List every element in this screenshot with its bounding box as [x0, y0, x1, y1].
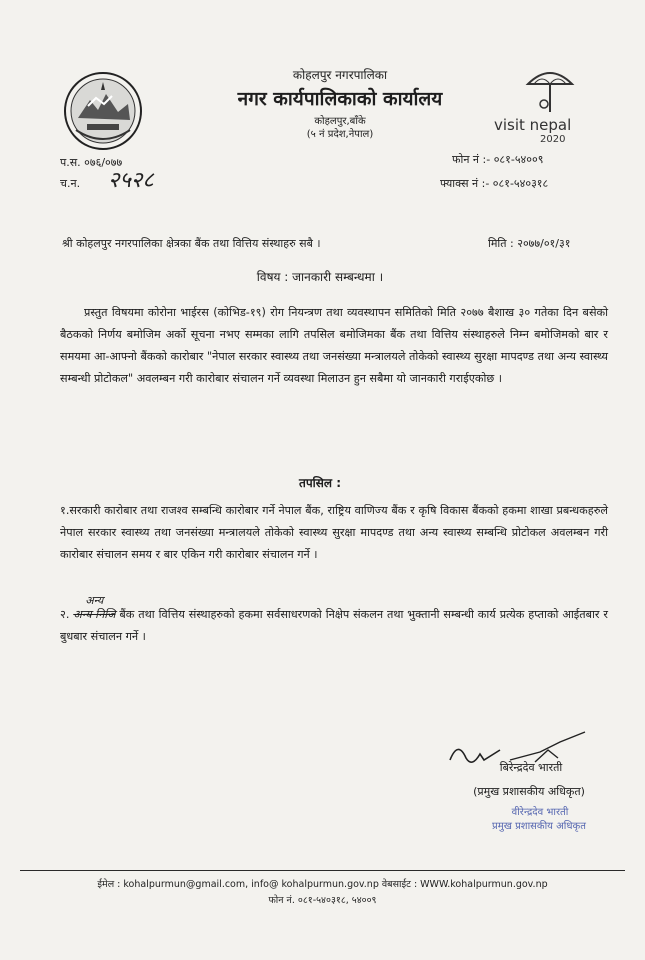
stamp-title: प्रमुख प्रशासकीय अधिकृत [492, 821, 586, 832]
fax-number: फ्याक्स नं :- ०८१-५४०३१८ [440, 177, 549, 190]
annex-item-2 [60, 594, 608, 648]
letter-date: मिति : २०७७/०१/३१ [488, 237, 571, 250]
footer-contacts: ईमेल : kohalpurmun@gmail.com, info@ kohalpurmun.gov.np वेबसाईट : WWW.kohalpurmun.gov.np [97, 879, 548, 890]
annex-item-2-inserted-text: अन्य [85, 594, 104, 607]
signatory-name: बिरेन्द्रदेव भारती [499, 761, 563, 774]
nepal-emblem-logo [62, 70, 144, 152]
office-province: (५ नं प्रदेश,नेपाल) [306, 129, 374, 140]
visit-nepal-year: 2020 [540, 134, 566, 145]
phone-number: फोन नं :- ०८१-५४००९ [452, 153, 544, 166]
office-name: नगर कार्यपालिकाको कार्यालय [237, 88, 443, 110]
reference-number: प.स. ०७६/०७७ [60, 156, 123, 169]
recipient-line: श्री कोहलपुर नगरपालिका क्षेत्रका बैंक तथा वित्तिय संस्थाहरु सबै । [62, 237, 321, 250]
visit-nepal-logo: visit nepal [494, 116, 572, 134]
subject-line: विषय : जानकारी सम्बन्धमा । [256, 270, 384, 284]
dispatch-number-handwritten: २५२८ [108, 168, 154, 193]
annex-title: तपसिल : [299, 476, 341, 490]
dispatch-label: च.न. [60, 177, 81, 190]
footer-phone: फोन नं. ०८१-५४०३१८, ५४००९ [268, 895, 377, 906]
umbrella-icon [520, 60, 580, 120]
stamp-name: वीरेन्द्रदेव भारती [511, 807, 569, 818]
annex-item-1: १.सरकारी कारोबार तथा राजश्व सम्बन्धि कारोबार गर्ने नेपाल बैंक, राष्ट्रिय वाणिज्य बैंक र कृषि विकास बैंकको हकमा शाखा प्रबन्धकहरुले नेपाल सरकार स्वास्थ्य तथा जनसंख्या मन्त्रालयले तोकेको स्वास्थ्य सुरक्षा मापदण्ड तथा अन्य स्वास्थ्य सम्बन्धि प्रोटोकल अवलम्बन गरी कारोबार संचालन समय र बार एकिन गरी कारोबार संचालन गर्ने । [60, 504, 608, 561]
office-place: कोहलपुर,बाँके [314, 116, 366, 127]
signatory-title: (प्रमुख प्रशासकीय अधिकृत) [473, 785, 585, 798]
annex-item-2-number: २. [60, 608, 70, 621]
annex-item-2-text: बैंक तथा वित्तिय संस्थाहरुको हकमा सर्वसाधरणको निक्षेप संकलन तथा भुक्तानी सम्बन्धी कार्य प्रत्येक हप्ताको आईतबार र बुधबार संचालन गर्ने । [60, 608, 608, 643]
annex-item-2-struck-text: अन्य निजि [73, 608, 116, 621]
main-paragraph: प्रस्तुत विषयमा कोरोना भाईरस (कोभिड-१९) रोग नियन्त्रण तथा व्यवस्थापन समितिको मिति २०७७ बैशाख ३० गतेका दिन बसेको बैठकको निर्णय बमोजिम अर्को सूचना नभए सम्मका लागि तपसिल बमोजिमका बैंक तथा वित्तिय संस्थाहरुले निम्न बमोजिमको बार र समयमा आ-आफ्नो बैंकको कारोबार "नेपाल सरकार स्वास्थ्य तथा जनसंख्या मन्त्रालयले तोकेको स्वास्थ्य सुरक्षा मापदण्ड तथा अन्य स्वास्थ्य सम्बन्धी प्रोटोकल" अवलम्बन गरी कारोबार संचालन गर्ने व्यवस्था मिलाउन हुन सबैमा यो जानकारी गराईएकोछ । [60, 306, 608, 385]
footer-divider [20, 870, 625, 871]
municipality-name: कोहलपुर नगरपालिका [292, 68, 388, 82]
